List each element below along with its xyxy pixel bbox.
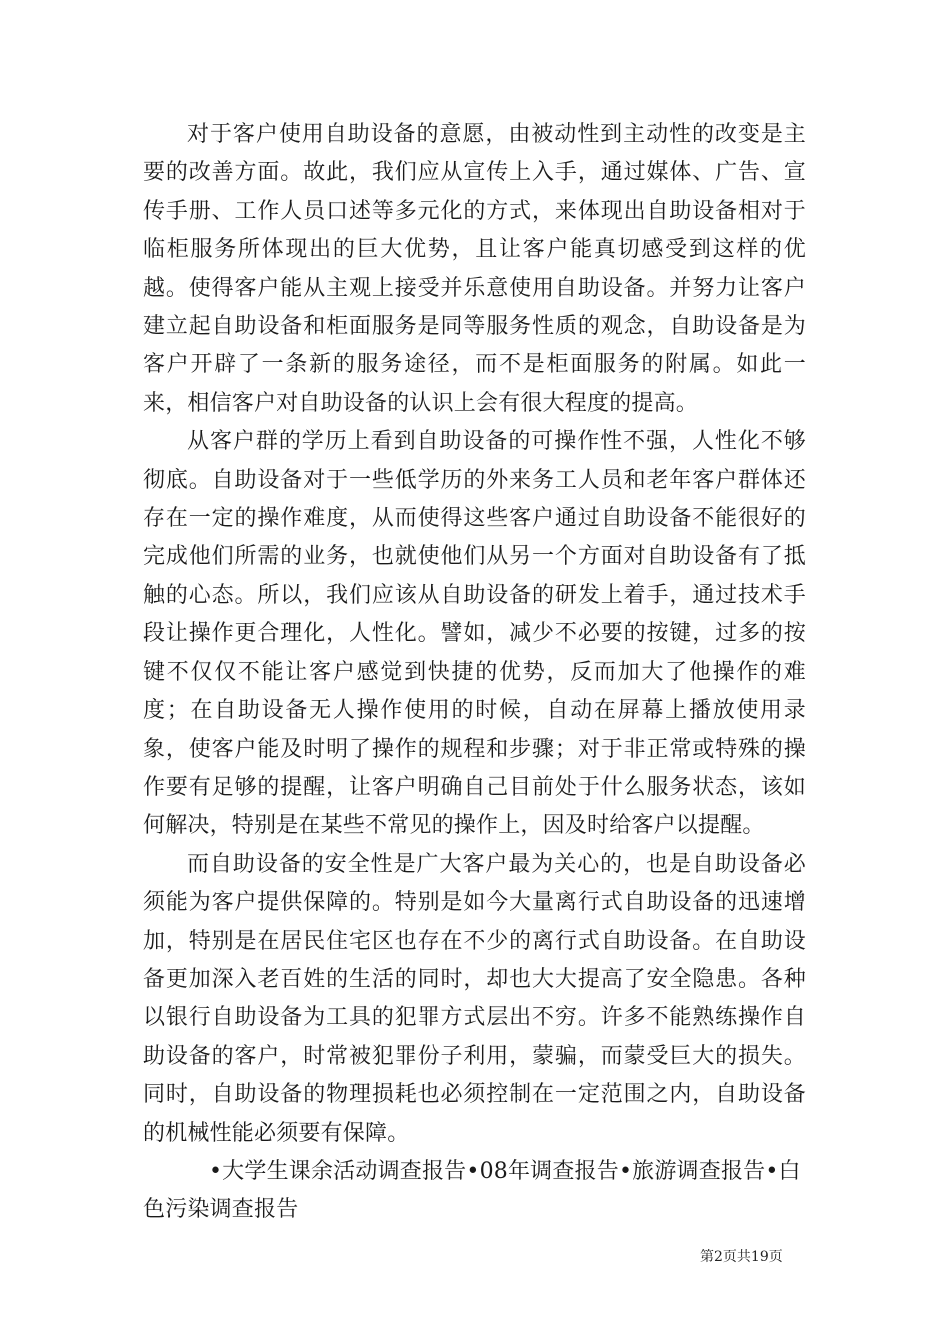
related-link-tourism-report[interactable]: •旅游调查报告 xyxy=(618,1158,766,1184)
related-links xyxy=(143,1153,806,1230)
document-body xyxy=(143,116,806,1230)
related-link-activities-report[interactable]: •大学生课余活动调查报告 xyxy=(209,1158,467,1184)
related-link-08-report[interactable]: •08年调查报告 xyxy=(466,1158,619,1184)
paragraph-security: 而自助设备的安全性是广大客户最为关心的，也是自助设备必须能为客户提供保障的。特别是如今大量离行式自助设备的迅速增加，特别是在居民住宅区也存在不少的离行式自助设备。在自助设备更加深入老百姓的生活的同时，却也大大提高了安全隐患。各种以银行自助设备为工具的犯罪方式层出不穷。许多不能熟练操作自助设备的客户，时常被犯罪份子利用，蒙骗，而蒙受巨大的损失。同时，自助设备的物理损耗也必须控制在一定范围之内，自助设备的机械性能必须要有保障。 xyxy=(143,851,806,1146)
paragraph-self-service-willingness: 对于客户使用自助设备的意愿，由被动性到主动性的改变是主要的改善方面。故此，我们应从宣传上入手，通过媒体、广告、宣传手册、工作人员口述等多元化的方式，来体现出自助设备相对于临柜服务所体现出的巨大优势，且让客户能真切感受到这样的优越。使得客户能从主观上接受并乐意使用自助设备。并努力让客户建立起自助设备和柜面服务是同等服务性质的观念，自助设备是为客户开辟了一条新的服务途径，而不是柜面服务的附属。如此一来，相信客户对自助设备的认识上会有很大程度的提高。 xyxy=(143,122,806,416)
page-number: 第2页共19页 xyxy=(700,1249,783,1265)
related-link-white-pollution-report[interactable]: •白色污染调查报告 xyxy=(143,1158,801,1223)
paragraph-operability: 从客户群的学历上看到自助设备的可操作性不强，人性化不够彻底。自助设备对于一些低学历的外来务工人员和老年客户群体还存在一定的操作难度，从而使得这些客户通过自助设备不能很好的完成他们所需的业务，也就使他们从另一个方面对自助设备有了抵触的心态。所以，我们应该从自助设备的研发上着手，通过技术手段让操作更合理化，人性化。譬如，减少不必要的按键，过多的按键不仅仅不能让客户感觉到快捷的优势，反而加大了他操作的难度；在自助设备无人操作使用的时候，自动在屏幕上播放使用录象，使客户能及时明了操作的规程和步骤；对于非正常或特殊的操作要有足够的提醒，让客户明确自己目前处于什么服务状态，该如何解决，特别是在某些不常见的操作上，因及时给客户以提醒。 xyxy=(143,429,806,839)
